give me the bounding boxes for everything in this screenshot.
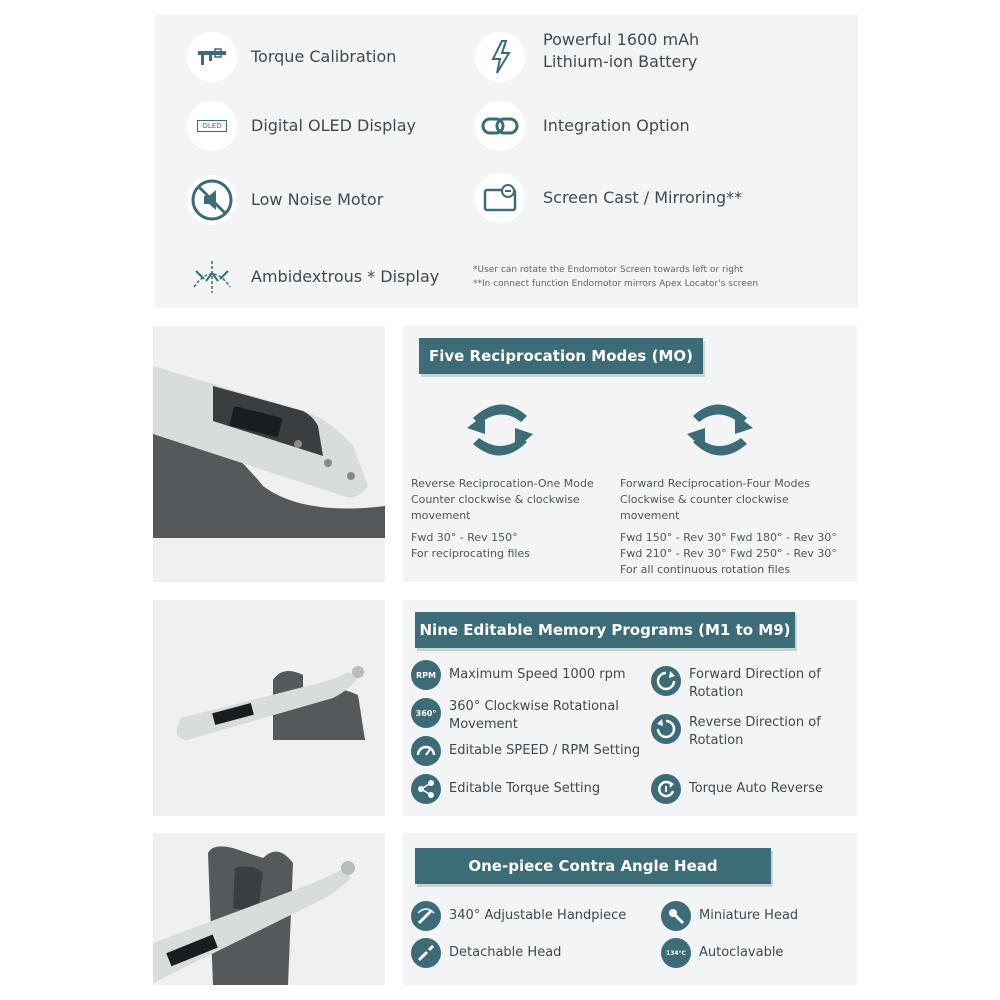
miniature-head-icon — [661, 901, 691, 931]
feature-label: Torque Calibration — [251, 47, 397, 66]
feature-label: Low Noise Motor — [251, 190, 384, 209]
features-panel — [155, 15, 858, 308]
memory-item-auto-reverse — [651, 774, 823, 804]
feature-label-line2: Lithium-ion Battery — [543, 52, 698, 71]
head-item-adjustable — [411, 901, 626, 931]
rotation-360-icon: 360° — [411, 698, 441, 728]
feature-label: Ambidextrous * Display — [251, 267, 440, 286]
product-image-handpiece — [153, 600, 385, 816]
forward-line: Fwd 210° - Rev 30° Fwd 250° - Rev 30° — [620, 547, 837, 560]
oled-display-icon — [187, 101, 237, 151]
reverse-mode-text — [411, 476, 594, 562]
auto-reverse-icon — [651, 774, 681, 804]
contra-angle-panel — [403, 833, 857, 985]
reverse-line: movement — [411, 509, 471, 522]
reciprocation-title: Five Reciprocation Modes (MO) — [419, 338, 703, 374]
feature-torque-calibration — [187, 32, 396, 82]
reverse-line: Counter clockwise & clockwise — [411, 493, 580, 506]
memory-item-reverse-direction — [651, 714, 821, 750]
forward-rotation-icon — [651, 666, 681, 696]
mute-speaker-icon — [187, 175, 237, 225]
reverse-line: Fwd 30° - Rev 150° — [411, 531, 518, 544]
contra-angle-title: One-piece Contra Angle Head — [415, 848, 771, 884]
product-image-contra-angle — [153, 833, 385, 985]
product-image-display — [153, 326, 385, 582]
memory-item-torque-setting — [411, 774, 600, 804]
rpm-icon: RPM — [411, 660, 441, 690]
forward-reciprocation-icon — [685, 398, 755, 464]
footnotes — [473, 263, 758, 291]
head-item-autoclavable — [661, 938, 783, 968]
speedometer-icon — [411, 736, 441, 766]
adjustable-handpiece-icon — [411, 901, 441, 931]
memory-item-max-speed — [411, 660, 626, 690]
reverse-line: For reciprocating files — [411, 547, 530, 560]
memory-panel — [403, 600, 857, 816]
caliper-icon — [187, 32, 237, 82]
battery-bolt-icon — [475, 32, 525, 82]
memory-item-label: 360° Clockwise Rotational — [449, 699, 619, 714]
autoclave-icon: 134°C — [661, 938, 691, 968]
feature-label: Screen Cast / Mirroring** — [543, 188, 743, 207]
memory-item-label: Editable SPEED / RPM Setting — [449, 743, 641, 758]
memory-title: Nine Editable Memory Programs (M1 to M9) — [415, 612, 795, 648]
head-item-label: Detachable Head — [449, 945, 562, 960]
feature-label: Powerful 1600 mAh — [543, 30, 700, 49]
reciprocation-panel — [403, 326, 857, 582]
memory-item-label: Torque Auto Reverse — [689, 781, 823, 796]
head-item-label: 340° Adjustable Handpiece — [449, 908, 627, 923]
memory-item-360-rotation — [411, 698, 619, 734]
torque-share-icon — [411, 774, 441, 804]
detachable-head-icon — [411, 938, 441, 968]
feature-oled-display — [187, 101, 416, 151]
memory-item-label: Editable Torque Setting — [449, 781, 601, 796]
feature-label: Digital OLED Display — [251, 116, 416, 135]
forward-line: Clockwise & counter clockwise — [620, 493, 789, 506]
chain-link-icon — [475, 101, 525, 151]
forward-mode-text — [620, 476, 837, 578]
screen-cast-icon — [475, 173, 525, 223]
memory-item-label: Maximum Speed 1000 rpm — [449, 667, 626, 682]
reverse-reciprocation-icon — [465, 398, 535, 464]
head-item-miniature — [661, 901, 798, 931]
feature-battery — [475, 32, 699, 82]
feature-label: Integration Option — [543, 116, 690, 135]
feature-screen-cast — [475, 173, 742, 223]
memory-item-label-line2: Rotation — [689, 733, 744, 748]
feature-integration — [475, 101, 690, 151]
forward-line: Forward Reciprocation-Four Modes — [620, 477, 810, 490]
rotate-arrows-icon — [187, 252, 237, 302]
head-item-label: Miniature Head — [699, 908, 799, 923]
oled-icon-text: OLED — [197, 120, 226, 132]
reverse-line: Reverse Reciprocation-One Mode — [411, 477, 594, 490]
reverse-rotation-icon — [651, 714, 681, 744]
feature-ambidextrous — [187, 252, 439, 302]
forward-line: For all continuous rotation files — [620, 563, 791, 576]
forward-line: movement — [620, 509, 680, 522]
head-item-detachable — [411, 938, 561, 968]
memory-item-label: Reverse Direction of — [689, 715, 821, 730]
memory-item-speed-setting — [411, 736, 640, 766]
feature-low-noise — [187, 175, 383, 225]
footnote: **In connect function Endomotor mirrors Apex Locator's screen — [473, 279, 759, 289]
forward-line: Fwd 150° - Rev 30° Fwd 180° - Rev 30° — [620, 531, 837, 544]
memory-item-forward-direction — [651, 666, 821, 702]
memory-item-label-line2: Movement — [449, 717, 518, 732]
memory-item-label: Forward Direction of — [689, 667, 821, 682]
memory-item-label-line2: Rotation — [689, 685, 744, 700]
head-item-label: Autoclavable — [699, 945, 784, 960]
footnote: *User can rotate the Endomotor Screen towards left or right — [473, 265, 744, 275]
